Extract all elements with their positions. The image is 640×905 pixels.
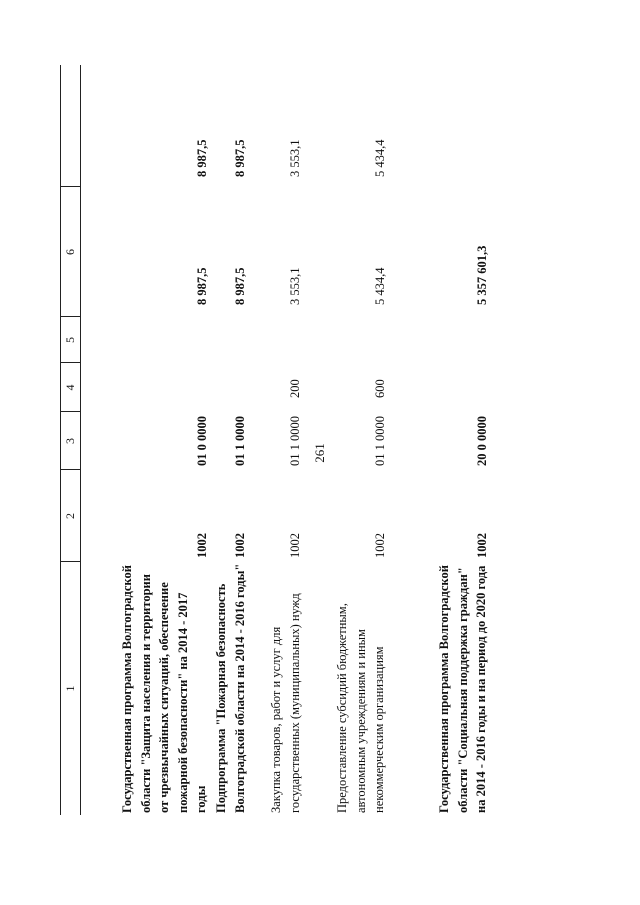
- row-2-rz: 1002: [233, 533, 247, 558]
- row-3-v5: 3 553,1: [288, 267, 302, 305]
- row-1-v6: 8 987,5: [195, 139, 209, 177]
- row-4-vr: 600: [373, 379, 387, 398]
- row-1-v5: 8 987,5: [195, 267, 209, 305]
- row-3-name: Закупка товаров, работ и услуг для государственных (муниципальных) нужд: [269, 593, 302, 813]
- row-2-v5: 8 987,5: [233, 267, 247, 305]
- column-header-4: 4: [63, 384, 77, 391]
- row-1-name: Государственная программа Волгоградской области "Защита населения и территории от чрезвычайных ситуаций, обеспечение пожарной безопасности" на 2014 - 2017 годы: [120, 565, 208, 813]
- row-5-v5: 5 357 601,3: [475, 245, 489, 305]
- column-header-1: 1: [63, 685, 77, 692]
- column-header-5: 5: [63, 337, 77, 343]
- column-header-2: 2: [63, 513, 77, 519]
- row-4-csr: 01 1 0000: [373, 416, 387, 466]
- row-3-csr: 01 1 0000: [288, 416, 302, 466]
- row-3-v6: 3 553,1: [288, 139, 302, 177]
- row-5-name: Государственная программа Волгоградской области "Социальная поддержка граждан" на 2014 - 2016 годы и на период до 2020 года: [437, 565, 488, 813]
- row-4-v6: 5 434,4: [373, 139, 387, 177]
- column-header-6: 6: [63, 249, 77, 255]
- row-5-rz: 1002: [475, 533, 489, 558]
- row-2-v6: 8 987,5: [233, 139, 247, 177]
- row-1-csr: 01 0 0000: [195, 416, 209, 466]
- row-2-csr: 01 1 0000: [233, 416, 247, 466]
- page-number: 261: [312, 443, 327, 463]
- row-1-rz: 1002: [195, 533, 209, 558]
- row-4-rz: 1002: [373, 533, 387, 558]
- row-4-name: Предоставление субсидий бюджетным, автономным учреждениям и иным некоммерческим организациям: [335, 603, 386, 813]
- table-header-border: [80, 65, 81, 815]
- row-3-rz: 1002: [288, 533, 302, 558]
- row-3-vr: 200: [288, 379, 302, 398]
- budget-table: [60, 65, 530, 815]
- column-header-3: 3: [63, 438, 77, 444]
- row-2-name: Подпрограмма "Пожарная безопасность Волгоградской области на 2014 - 2016 годы": [214, 563, 247, 813]
- row-5-csr: 20 0 0000: [475, 416, 489, 466]
- row-4-v5: 5 434,4: [373, 267, 387, 305]
